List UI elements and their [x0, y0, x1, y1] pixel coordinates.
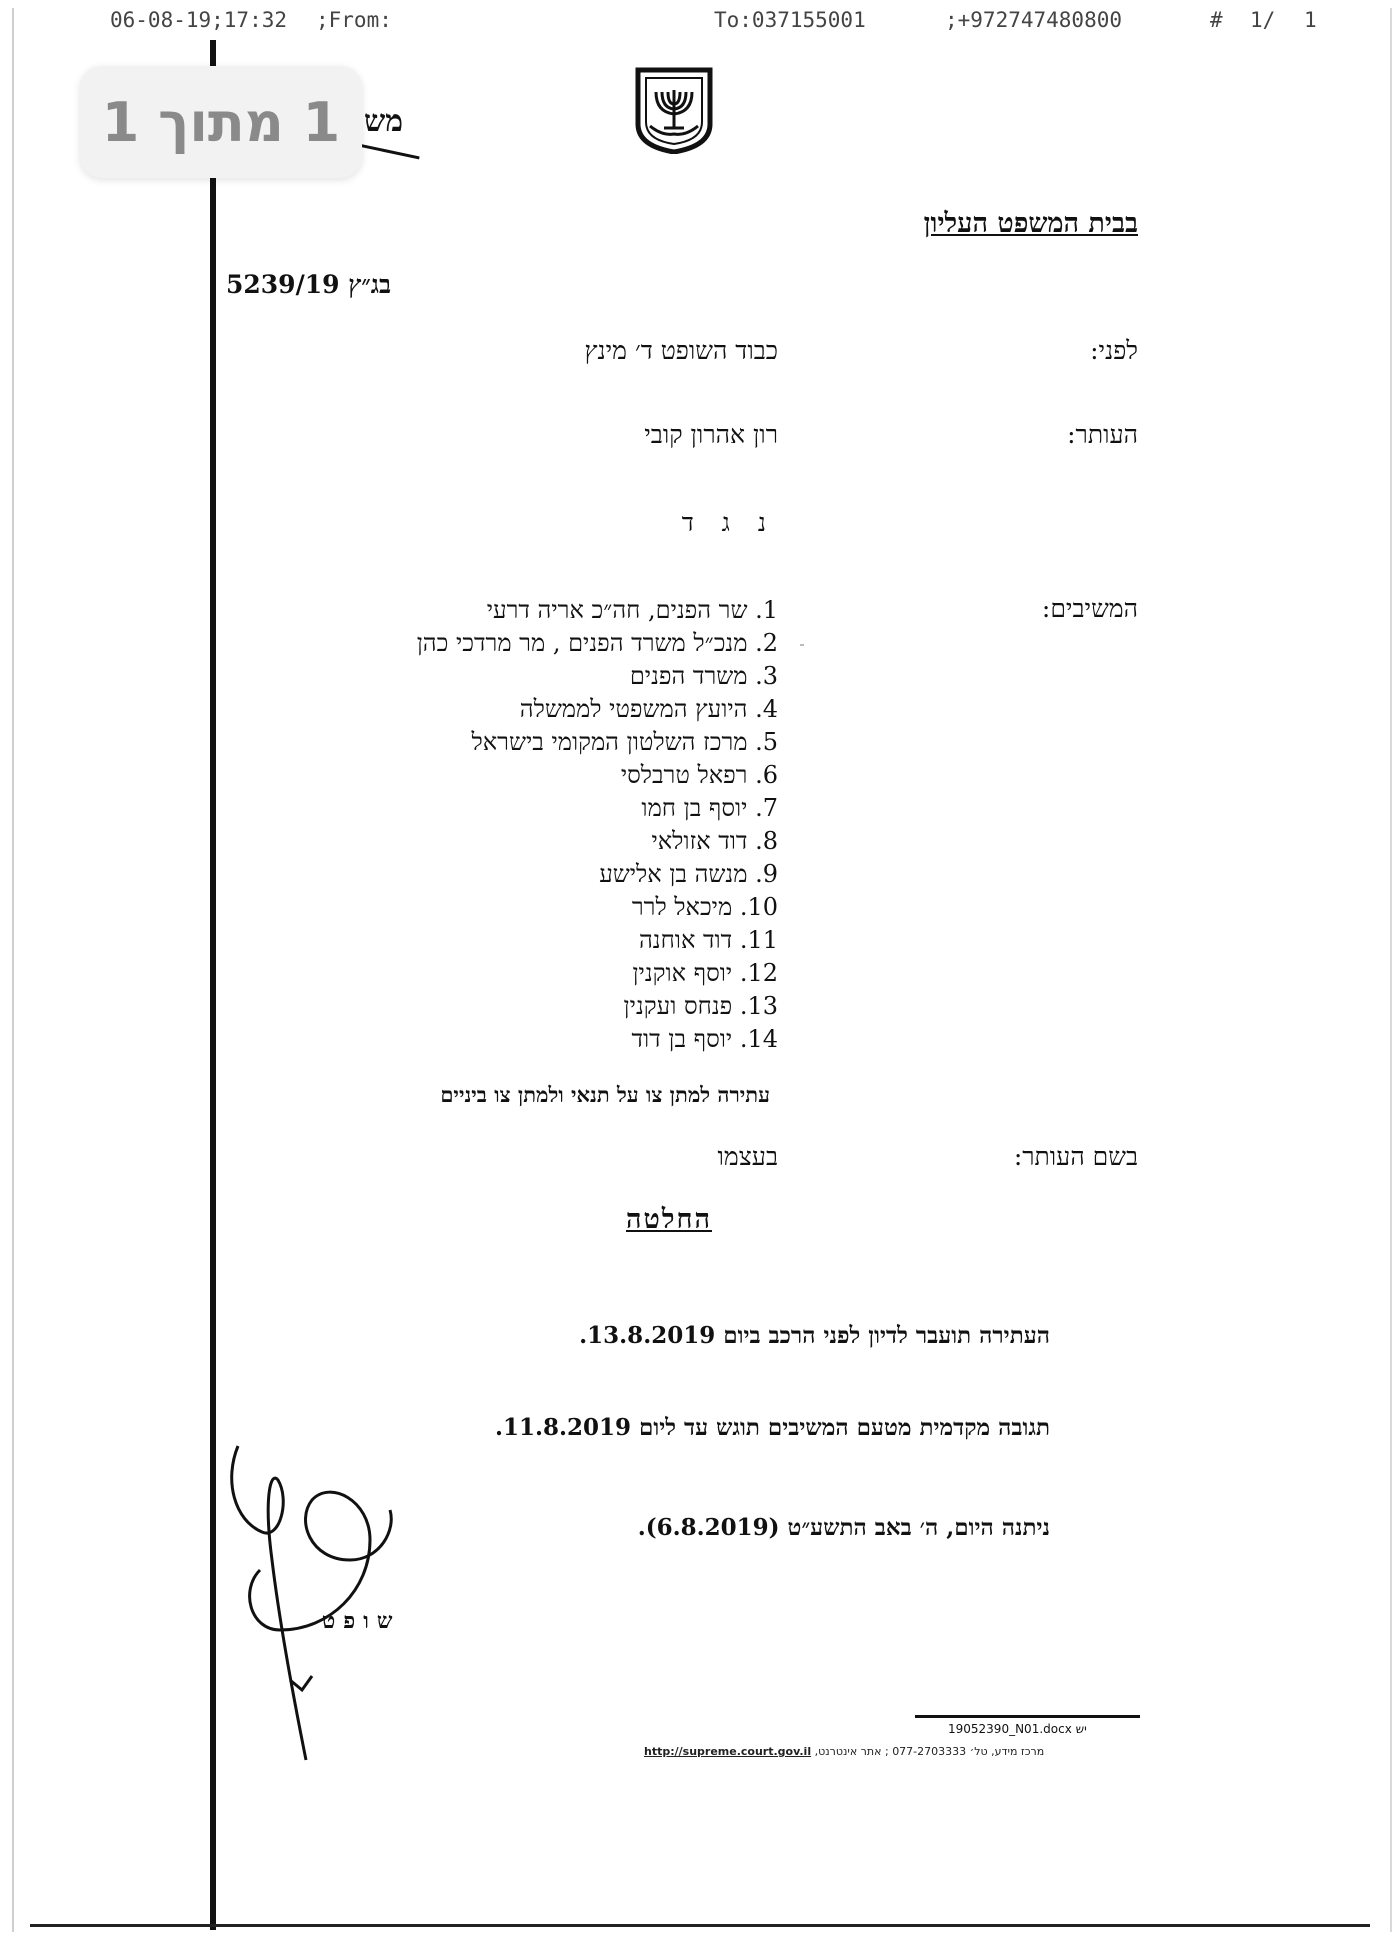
footer-file-name: 19052390_N01.docx יש [948, 1722, 1087, 1736]
state-emblem-icon [632, 66, 716, 154]
bottom-rule [30, 1924, 1370, 1927]
respondent-item: 9. מנשה בן אלישע [599, 860, 778, 888]
respondent-item: 12. יוסף אוקנין [632, 959, 778, 987]
margin-line [210, 40, 216, 1930]
respondent-item: 2. מנכ״ל משרד הפנים , מר מרדכי כהן [416, 629, 778, 657]
fax-page-total: 1 [1304, 8, 1317, 32]
before-label: לפני: [1090, 336, 1138, 365]
petitioner-label: העותר: [1067, 420, 1138, 449]
respondent-item: 4. היועץ המשפטי לממשלה [519, 695, 778, 723]
respondent-item: 13. פנחס ועקנין [623, 992, 778, 1020]
petitioner-name: רון אהרון קובי [644, 420, 778, 449]
fax-timestamp: 06-08-19;17:32 [110, 8, 288, 32]
judge-title: שופט [322, 1608, 401, 1634]
respondent-item: 3. משרד הפנים [629, 662, 778, 690]
partial-header-text: מש [364, 104, 404, 139]
page-counter-badge: 1 מתוך 1 [80, 66, 362, 178]
footer-rule [915, 1715, 1140, 1718]
petition-type: עתירה למתן צו על תנאי ולמתן צו ביניים [440, 1082, 770, 1107]
case-number: בג״ץ 5239/19 [226, 270, 392, 299]
scan-speck [800, 644, 804, 646]
fax-to-number: To:037155001 [714, 8, 866, 32]
decision-line-hearing: העתירה תועבר לדיון לפני הרכב ביום 13.8.2019. [579, 1322, 1050, 1349]
on-behalf-label: בשם העותר: [1013, 1142, 1138, 1171]
respondent-item: 1. שר הפנים, חה״כ אריה דרעי [486, 596, 778, 624]
respondent-item: 14. יוסף בן דוד [631, 1025, 778, 1053]
decision-line-response: תגובה מקדמית מטעם המשיבים תוגש עד ליום 11.8.2019. [494, 1414, 1050, 1441]
respondent-item: 6. רפאל טרבלסי [620, 761, 778, 789]
fax-phone: ;+972747480800 [945, 8, 1123, 32]
versus-label: נ ג ד [681, 508, 776, 537]
respondents-label: המשיבים: [1041, 594, 1138, 623]
fax-from-label: ;From: [316, 8, 392, 32]
fax-page-marker: # [1210, 8, 1223, 32]
judge-signature [220, 1440, 400, 1770]
on-behalf-value: בעצמו [717, 1142, 778, 1171]
court-name: בבית המשפט העליון [923, 208, 1138, 239]
fax-header [110, 8, 1330, 38]
judge-name: כבוד השופט ד׳ מינץ [584, 336, 778, 365]
respondent-item: 8. דוד אזולאי [651, 827, 778, 855]
decision-title: החלטה [626, 1204, 712, 1235]
respondents-list [417, 594, 778, 1056]
fax-page-index: 1/ [1250, 8, 1276, 32]
respondent-item: 5. מרכז השלטון המקומי בישראל [471, 728, 778, 756]
decision-given-date: ניתנה היום, ה׳ באב התשע״ט (6.8.2019). [637, 1514, 1050, 1541]
court-website-link[interactable]: http://supreme.court.gov.il [644, 1745, 812, 1758]
footer-contact [644, 1745, 1044, 1758]
respondent-item: 7. יוסף בן חמו [641, 794, 778, 822]
respondent-item: 11. דוד אוחנה [638, 926, 778, 954]
respondent-item: 10. מיכאל לרר [631, 893, 778, 921]
footer-contact-text: מרכז מידע, טל׳ 077-2703333 ; אתר אינטרנט, [814, 1745, 1045, 1758]
